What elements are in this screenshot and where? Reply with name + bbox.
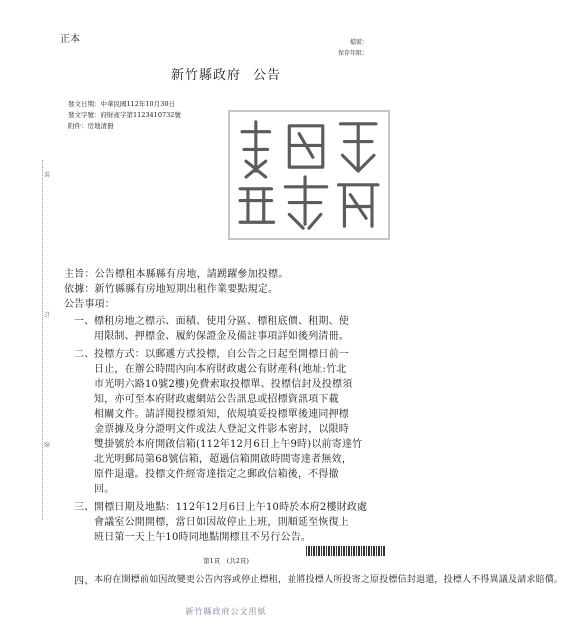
- item-2-line: 投標方式：以郵遞方式投標，自公告之日起至開標日前一: [94, 349, 349, 360]
- official-seal: [228, 110, 390, 240]
- attachment-row: 附件：房地清冊: [68, 122, 114, 130]
- original-copy-label: 正本: [60, 34, 80, 45]
- item-1-line: 標租房地之標示、面積、使用分區、標租底價、租期、使: [94, 316, 349, 327]
- binding-line: [42, 160, 43, 520]
- retention-label: 保存年限：: [337, 50, 368, 57]
- item-1-line: 用限制、押標金、履約保證金及備註事項詳如後列清冊。: [94, 331, 349, 342]
- item-4-line: 本府在開標前如因故變更公告內容或停止標租，並將投標人所投寄之原投標信封退還，投標人不得異議及請求賠償。: [94, 575, 563, 585]
- page-number: 第1頁 (共2頁): [203, 557, 249, 565]
- document-title: [0, 64, 452, 83]
- item-2-line: 回。: [94, 484, 115, 495]
- item-3-line: 班日第一天上午10時同地點開標且不另行公告。: [94, 532, 312, 543]
- subject-text: 公告標租本縣縣有房地，請踴躍參加投標。: [94, 269, 289, 280]
- binding-label-1: 裝: [44, 172, 51, 179]
- item-2-line: 金票據及身分證明文件或法人登記文件影本密封，以限時: [94, 424, 349, 435]
- item-2-line: 相關文件。請詳閱投標須知，依規填妥投標單後連同押標: [94, 409, 349, 420]
- stationery-label: 新竹縣政府公文用紙: [185, 607, 267, 616]
- agency-name: 新竹縣政府: [170, 68, 241, 83]
- basis-row: 依據：新竹縣縣有房地短期出租作業要點規定。: [64, 284, 279, 295]
- item-4-number: 四、: [74, 576, 95, 587]
- issue-date: 中華民國112年10月30日: [100, 100, 175, 108]
- barcode: [306, 546, 386, 556]
- item-2-line: 知，亦可至本府財政處網站公告訊息或招標資訊項下載: [94, 394, 339, 405]
- item-2-line: 北光明郵局第68號信箱，超過信箱開啟時間寄達者無效，: [94, 454, 352, 465]
- item-2-line: 原件退還。投標文件經寄達指定之郵政信箱後，不得撤: [94, 469, 339, 480]
- item-2-number: 二、: [74, 349, 95, 360]
- doc-number-row: 發文字號：府財產字第1123410732號: [68, 111, 181, 119]
- document-type: 公告: [253, 68, 282, 83]
- item-3-number: 三、: [74, 502, 95, 513]
- item-3-line: 開標日期及地點：112年12月6日上午10時於本府2樓財政處: [94, 502, 368, 513]
- item-2-line: 雙掛號於本府開啟信箱(112年12月6日上午9時)以前寄達竹: [94, 439, 363, 450]
- binding-label-3: 線: [44, 442, 51, 449]
- seal-graphic: [230, 112, 388, 238]
- issue-date-row: 發文日期：中華民國112年10月30日: [68, 100, 175, 108]
- file-number-label: 檔號：: [349, 39, 368, 46]
- subject-row: 主旨：公告標租本縣縣有房地，請踴躍參加投標。: [64, 269, 289, 280]
- basis-text: 新竹縣縣有房地短期出租作業要點規定。: [94, 284, 279, 295]
- item-3-line: 會議室公開開標，當日如因故停止上班，則順延至恢復上: [94, 517, 349, 528]
- attachment: 房地清冊: [87, 122, 114, 130]
- item-1-number: 一、: [74, 316, 95, 327]
- items-heading: 公告事項：: [64, 299, 115, 310]
- binding-label-2: 訂: [44, 312, 51, 319]
- item-2-line: 市光明六路10號2樓)免費索取投標單、投標信封及投標須: [94, 379, 353, 390]
- item-2-line: 日止，在辦公時間內向本府財政處公有財產科(地址:竹北: [94, 364, 347, 375]
- doc-number: 府財產字第1123410732號: [100, 111, 181, 119]
